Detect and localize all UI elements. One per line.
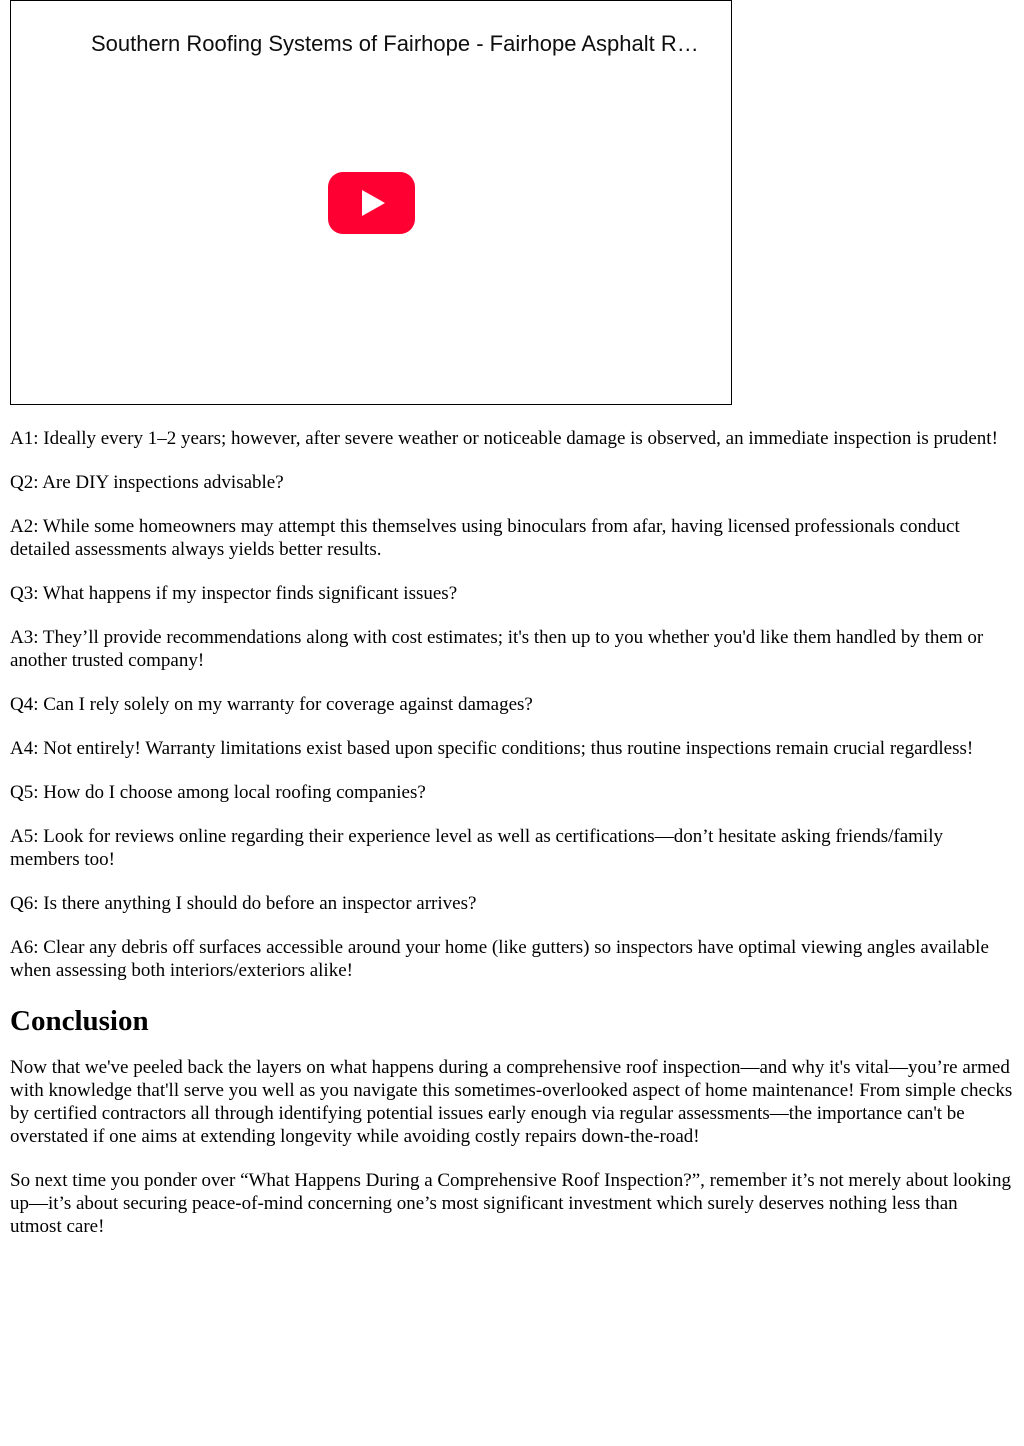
conclusion-paragraph-1: Now that we've peeled back the layers on what happens during a comprehensive roof inspection—and why it's vital—you’re armed with knowledge that'll serve you well as you navigate this sometimes-overlooked aspect of home maintenance! From simple checks by certified contractors all through identifying potential issues early enough via regular assessments—the importance can't be overstated if one aims at extending longevity while avoiding costly repairs down-the-road! <box>10 1057 1013 1147</box>
play-button[interactable] <box>328 172 415 234</box>
video-embed[interactable] <box>10 0 732 405</box>
faq-question-4: Q4: Can I rely solely on my warranty for coverage against damages? <box>10 694 533 715</box>
faq-question-2: Q2: Are DIY inspections advisable? <box>10 472 284 493</box>
faq-answer-6: A6: Clear any debris off surfaces accessible around your home (like gutters) so inspectors have optimal viewing angles available when assessing both interiors/exteriors alike! <box>10 937 989 981</box>
faq-answer-3: A3: They’ll provide recommendations along with cost estimates; it's then up to you whether you'd like them handled by them or another trusted company! <box>10 627 984 671</box>
faq-answer-1: A1: Ideally every 1–2 years; however, after severe weather or noticeable damage is observed, an immediate inspection is prudent! <box>10 428 998 449</box>
faq-question-3: Q3: What happens if my inspector finds significant issues? <box>10 583 458 604</box>
play-icon <box>328 172 415 234</box>
faq-answer-4: A4: Not entirely! Warranty limitations exist based upon specific conditions; thus routine inspections remain crucial regardless! <box>10 738 974 759</box>
video-title[interactable]: Southern Roofing Systems of Fairhope - Fairhope Asphalt R… <box>91 31 699 56</box>
faq-answer-5: A5: Look for reviews online regarding their experience level as well as certifications—don’t hesitate asking friends/family members too! <box>10 826 943 870</box>
faq-question-5: Q5: How do I choose among local roofing companies? <box>10 782 426 803</box>
conclusion-section <box>10 1056 1014 1238</box>
faq-question-6: Q6: Is there anything I should do before an inspector arrives? <box>10 893 477 914</box>
conclusion-paragraph-2: So next time you ponder over “What Happens During a Comprehensive Roof Inspection?”, remember it’s not merely about looking up—it’s about securing peace-of-mind concerning one’s most significant investment which surely deserves nothing less than utmost care! <box>10 1170 1011 1237</box>
conclusion-heading: Conclusion <box>10 1005 149 1037</box>
faq-answer-2: A2: While some homeowners may attempt this themselves using binoculars from afar, having licensed professionals conduct detailed assessments always yields better results. <box>10 516 960 560</box>
faq-list <box>10 427 1014 982</box>
